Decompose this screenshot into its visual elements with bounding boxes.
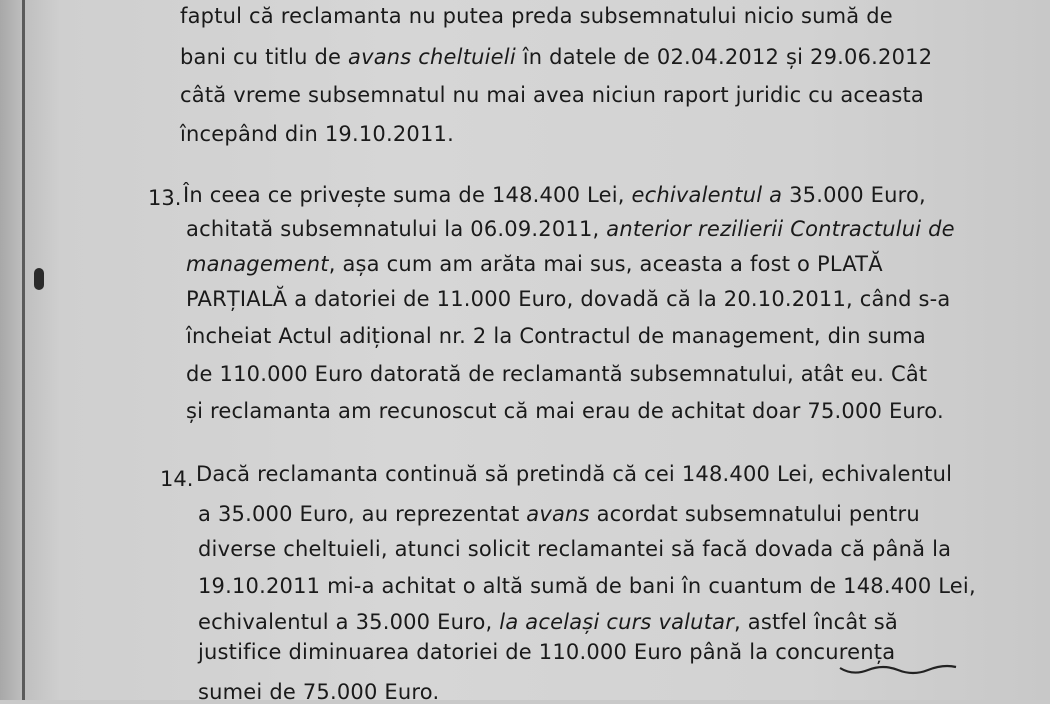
text-line: 19.10.2011 mi-a achitat o altă sumă de bani în cuantum de 148.400 Lei, bbox=[198, 574, 976, 598]
text-line: Dacă reclamanta continuă să pretindă că cei 148.400 Lei, echivalentul bbox=[196, 462, 953, 486]
text-line: diverse cheltuieli, atunci solicit reclamantei să facă dovada că până la bbox=[198, 537, 952, 561]
text-line: a 35.000 Euro, au reprezentat avans acordat subsemnatului pentru bbox=[198, 502, 920, 526]
text-line: management, așa cum am arăta mai sus, aceasta a fost o PLATĂ bbox=[186, 252, 883, 276]
text-line: sumei de 75.000 Euro. bbox=[198, 680, 440, 704]
text-line: începând din 19.10.2011. bbox=[180, 122, 454, 146]
text-line: justifice diminuarea datoriei de 110.000 Euro până la concurența bbox=[198, 640, 896, 664]
handwritten-underline bbox=[838, 662, 958, 676]
binding-hole bbox=[34, 268, 44, 290]
text-line: În ceea ce privește suma de 148.400 Lei, echivalentul a 35.000 Euro, bbox=[183, 183, 926, 207]
text-line: PARȚIALĂ a datoriei de 11.000 Euro, dovadă că la 20.10.2011, când s-a bbox=[186, 287, 951, 311]
text-line: achitată subsemnatului la 06.09.2011, anterior rezilierii Contractului de bbox=[186, 217, 955, 241]
text-line: și reclamanta am recunoscut că mai erau de achitat doar 75.000 Euro. bbox=[186, 399, 944, 423]
binding-shadow bbox=[0, 0, 22, 700]
text-line: câtă vreme subsemnatul nu mai avea niciun raport juridic cu aceasta bbox=[180, 83, 925, 107]
paragraph-number-14: 14. bbox=[160, 467, 194, 491]
text-line: încheiat Actul adițional nr. 2 la Contractul de management, din suma bbox=[186, 324, 926, 348]
text-line: faptul că reclamanta nu putea preda subsemnatului nicio sumă de bbox=[180, 4, 893, 28]
text-line: de 110.000 Euro datorată de reclamantă subsemnatului, atât eu. Cât bbox=[186, 362, 928, 386]
text-line: echivalentul a 35.000 Euro, la același curs valutar, astfel încât să bbox=[198, 610, 898, 634]
text-line: bani cu titlu de avans cheltuieli în datele de 02.04.2012 și 29.06.2012 bbox=[180, 45, 933, 69]
paragraph-number-13: 13. bbox=[148, 186, 182, 210]
binding-edge bbox=[22, 0, 25, 700]
